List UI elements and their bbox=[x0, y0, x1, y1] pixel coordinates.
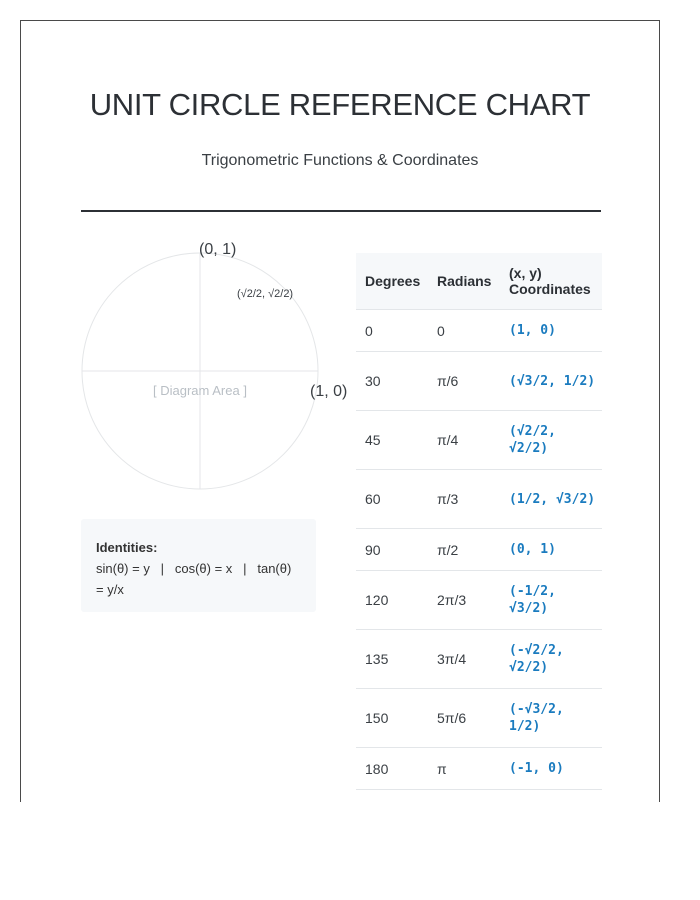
cell-radians: 2π/3 bbox=[428, 571, 500, 630]
table-row bbox=[356, 411, 602, 470]
angle-table-container bbox=[356, 253, 602, 790]
cell-radians: π/3 bbox=[428, 470, 500, 529]
cell-radians: 0 bbox=[428, 310, 500, 352]
point-label-45: (√2/2, √2/2) bbox=[237, 288, 294, 300]
header-radians: Radians bbox=[428, 253, 500, 310]
identities-panel bbox=[81, 519, 316, 612]
reference-sheet bbox=[20, 20, 660, 802]
cell-degrees: 120 bbox=[356, 571, 428, 630]
header-coordinates: (x, y) Coordinates bbox=[500, 253, 602, 310]
table-header-row bbox=[356, 253, 602, 310]
table-row bbox=[356, 630, 602, 689]
unit-circle-diagram bbox=[81, 231, 361, 511]
cell-radians: π/4 bbox=[428, 411, 500, 470]
table-row bbox=[356, 352, 602, 411]
page-subtitle: Trigonometric Functions & Coordinates bbox=[201, 152, 479, 169]
cell-degrees: 0 bbox=[356, 310, 428, 352]
cell-degrees: 60 bbox=[356, 470, 428, 529]
cell-coordinates: (-√3/2, 1/2) bbox=[500, 689, 602, 748]
point-label-0: (1, 0) bbox=[310, 383, 348, 400]
cell-degrees: 180 bbox=[356, 748, 428, 790]
cell-coordinates: (-1, 0) bbox=[500, 748, 602, 790]
table-row bbox=[356, 748, 602, 790]
page-title: UNIT CIRCLE REFERENCE CHART bbox=[89, 87, 591, 122]
header-degrees: Degrees bbox=[356, 253, 428, 310]
cell-degrees: 135 bbox=[356, 630, 428, 689]
identities-title: Identities: bbox=[96, 540, 158, 555]
table-row bbox=[356, 470, 602, 529]
cell-radians: π/6 bbox=[428, 352, 500, 411]
unit-circle-svg bbox=[81, 231, 361, 511]
angle-table bbox=[356, 253, 602, 790]
table-row bbox=[356, 310, 602, 352]
cell-radians: 3π/4 bbox=[428, 630, 500, 689]
table-row bbox=[356, 529, 602, 571]
cell-radians: π bbox=[428, 748, 500, 790]
table-row bbox=[356, 689, 602, 748]
cell-coordinates: (1, 0) bbox=[500, 310, 602, 352]
cell-radians: π/2 bbox=[428, 529, 500, 571]
cell-radians: 5π/6 bbox=[428, 689, 500, 748]
cell-coordinates: (-1/2, √3/2) bbox=[500, 571, 602, 630]
cell-degrees: 90 bbox=[356, 529, 428, 571]
cell-coordinates: (1/2, √3/2) bbox=[500, 470, 602, 529]
point-label-90: (0, 1) bbox=[199, 241, 237, 258]
identities-text: sin(θ) = y | cos(θ) = x | tan(θ) = y/x bbox=[96, 561, 295, 597]
cell-degrees: 30 bbox=[356, 352, 428, 411]
table-row bbox=[356, 571, 602, 630]
cell-degrees: 45 bbox=[356, 411, 428, 470]
diagram-placeholder: [ Diagram Area ] bbox=[153, 383, 247, 398]
cell-coordinates: (√3/2, 1/2) bbox=[500, 352, 602, 411]
cell-coordinates: (√2/2, √2/2) bbox=[500, 411, 602, 470]
cell-coordinates: (0, 1) bbox=[500, 529, 602, 571]
cell-degrees: 150 bbox=[356, 689, 428, 748]
cell-coordinates: (-√2/2, √2/2) bbox=[500, 630, 602, 689]
header-divider bbox=[81, 210, 601, 212]
